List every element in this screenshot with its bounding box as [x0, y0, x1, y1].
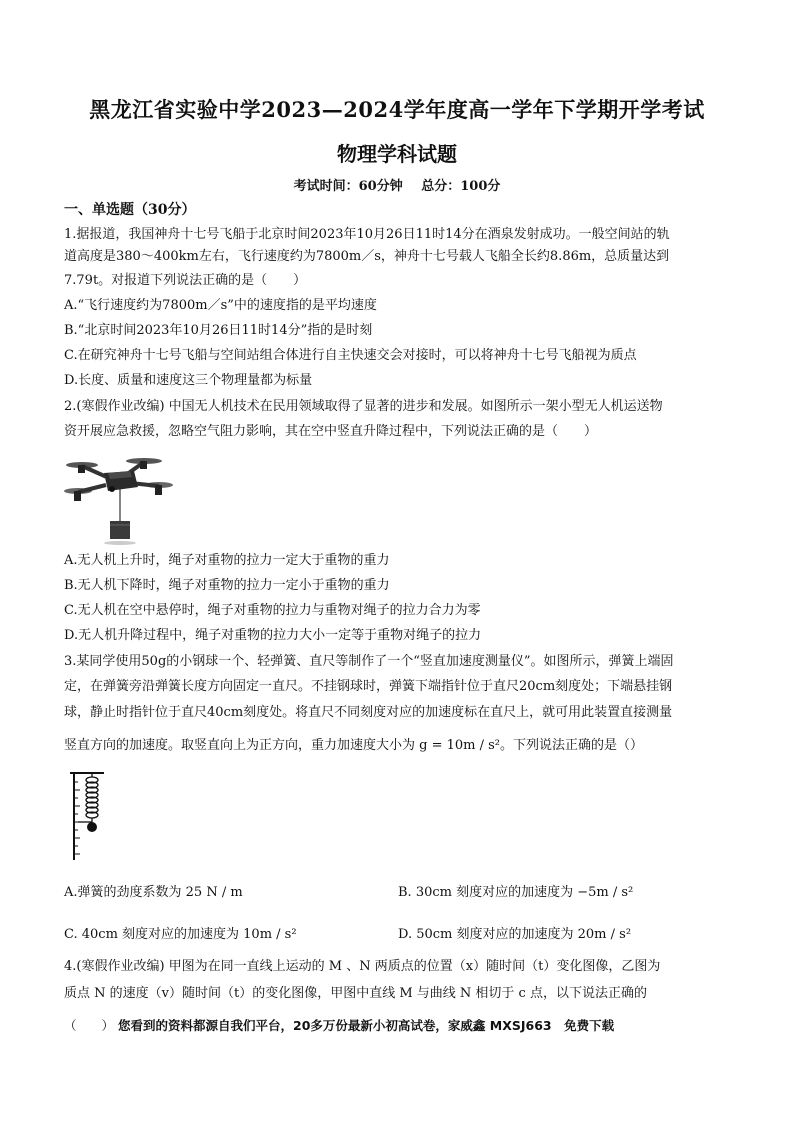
q1-option-b: B.“北京时间2023年10月26日11时14分”指的是时刻: [64, 323, 373, 338]
exam-meta: [0, 175, 794, 194]
q1-stem-line: 7.79t。对报道下列说法正确的是（ ）: [64, 273, 307, 288]
q1-option-c: C.在研究神舟十七号飞船与空间站组合体进行自主快速交会对接时，可以将神舟十七号飞船视为质点: [64, 348, 637, 363]
q3-stem-line: 竖直方向的加速度。取竖直向上为正方向，重力加速度大小为 g = 10m / s²。下列说法正确的是（）: [64, 738, 644, 753]
q2-option-c: C.无人机在空中悬停时，绳子对重物的拉力与重物对绳子的拉力合力为零: [64, 603, 481, 618]
section-heading: 一、单选题（30分）: [64, 202, 196, 218]
drone-figure-icon: [64, 453, 174, 548]
exam-title: 黑龙江省实验中学2023—2024学年度高一学年下学期开学考试: [89, 97, 705, 122]
q2-stem-line: 2.(寒假作业改编) 中国无人机技术在民用领域取得了显著的进步和发展。如图所示一架小型无人机运送物: [64, 399, 663, 414]
q4-answer-paren: （ ）: [64, 1018, 115, 1033]
q3-option-a: A.弹簧的劲度系数为 25 N / m: [64, 885, 243, 900]
q4-stem-line: 质点 N 的速度（v）随时间（t）的变化图像，甲图中直线 M 与曲线 N 相切于 c 点，以下说法正确的: [64, 986, 647, 1001]
q2-option-d: D.无人机升降过程中，绳子对重物的拉力大小一定等于重物对绳子的拉力: [64, 628, 482, 643]
q2-option-b: B.无人机下降时，绳子对重物的拉力一定小于重物的重力: [64, 578, 390, 593]
footer-notice-text: 您看到的资料都源自我们平台，20多万份最新小初高试卷，家威鑫 MXSJ663 免费下载: [118, 1018, 615, 1033]
spring-ruler-figure-icon: [64, 770, 110, 862]
q3-stem-line: 3.某同学使用50g的小钢球一个、轻弹簧、直尺等制作了一个“竖直加速度测量仪”。如图所示，弹簧上端固: [64, 654, 674, 669]
q3-stem-line: 球，静止时指针位于直尺40cm刻度处。将直尺不同刻度对应的加速度标在直尺上，就可用此装置直接测量: [64, 705, 673, 720]
q1-option-d: D.长度、质量和速度这三个物理量都为标量: [64, 373, 313, 388]
q2-stem-line: 资开展应急救援，忽略空气阻力影响，其在空中竖直升降过程中，下列说法正确的是（ ）: [64, 424, 598, 439]
q3-option-b: B. 30cm 刻度对应的加速度为 −5m / s²: [398, 885, 634, 900]
total-score: 总分：100分: [421, 179, 501, 194]
q2-option-a: A.无人机上升时，绳子对重物的拉力一定大于重物的重力: [64, 553, 390, 568]
q3-option-c: C. 40cm 刻度对应的加速度为 10m / s²: [64, 927, 297, 942]
exam-subtitle: 物理学科试题: [337, 142, 457, 166]
q1-stem-line: 1.据报道，我国神舟十七号飞船于北京时间2023年10月26日11时14分在酒泉发射成功。一般空间站的轨: [64, 227, 670, 242]
q3-stem-line: 定，在弹簧旁沿弹簧长度方向固定一直尺。不挂钢球时，弹簧下端指针位于直尺20cm刻度处；下端悬挂钢: [64, 679, 673, 694]
q3-option-d: D. 50cm 刻度对应的加速度为 20m / s²: [398, 927, 632, 942]
q4-stem-line: 4.(寒假作业改编) 甲图为在同一直线上运动的 M 、N 两质点的位置（x）随时间（t）变化图像，乙图为: [64, 959, 661, 974]
q1-stem-line: 道高度是380～400km左右，飞行速度约为7800m／s，神舟十七号载人飞船全长约8.86m，总质量达到: [64, 249, 670, 264]
footer-notice: [64, 1016, 614, 1034]
q1-option-a: A.“飞行速度约为7800m／s”中的速度指的是平均速度: [64, 298, 377, 313]
exam-time: 考试时间：60分钟: [293, 179, 403, 194]
